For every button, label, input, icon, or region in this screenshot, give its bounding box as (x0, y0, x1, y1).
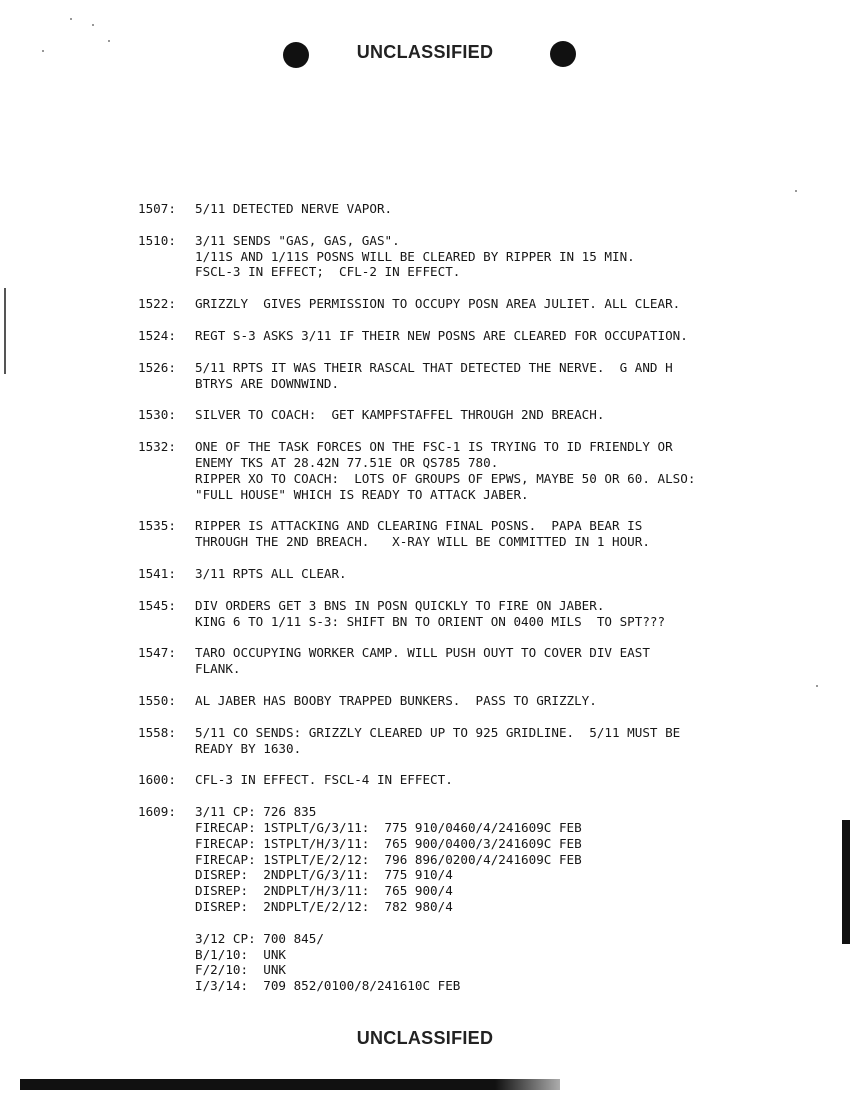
log-entry (138, 772, 838, 788)
log-line: 3/11 CP: 726 835 (195, 804, 317, 820)
scan-speck (70, 18, 72, 20)
log-line: ENEMY TKS AT 28.42N 77.51E OR QS785 780. (195, 454, 499, 470)
log-entry-time: 1510: (138, 232, 176, 248)
log-line: TARO OCCUPYING WORKER CAMP. WILL PUSH OUYT TO COVER DIV EAST (195, 645, 650, 661)
log-entry (138, 360, 838, 392)
log-line: 3/12 CP: 700 845/ (195, 930, 324, 946)
scan-edge-bottom (20, 1079, 560, 1090)
classification-dot-right (550, 41, 576, 67)
log-entry (138, 598, 838, 630)
log-line: 3/11 SENDS "GAS, GAS, GAS". (195, 232, 400, 248)
log-entry-time: 1530: (138, 407, 176, 423)
classification-marking-top: UNCLASSIFIED (356, 42, 494, 62)
log-line: DIV ORDERS GET 3 BNS IN POSN QUICKLY TO FIRE ON JABER. (195, 597, 605, 613)
log-entry (138, 328, 838, 344)
log-entry (138, 804, 838, 994)
scan-speck (108, 40, 110, 42)
log-entry (138, 645, 838, 677)
log-entry-time: 1524: (138, 327, 176, 343)
log-line: ONE OF THE TASK FORCES ON THE FSC-1 IS TRYING TO ID FRIENDLY OR (195, 439, 673, 455)
log-line: 5/11 DETECTED NERVE VAPOR. (195, 201, 393, 216)
classification-marking-bottom: UNCLASSIFIED (356, 1028, 494, 1048)
log-entry-time: 1532: (138, 439, 176, 455)
scan-speck (816, 685, 818, 687)
log-line: 3/11 RPTS ALL CLEAR. (195, 565, 347, 581)
log-entry-text (195, 566, 838, 582)
log-line: CFL-3 IN EFFECT. FSCL-4 IN EFFECT. (195, 772, 453, 788)
log-entry (138, 725, 838, 757)
log-line: SILVER TO COACH: GET KAMPFSTAFFEL THROUGH 2ND BREACH. (195, 407, 605, 423)
log-entry-time: 1522: (138, 296, 176, 312)
log-entry-text (195, 598, 838, 630)
log-line: RIPPER XO TO COACH: LOTS OF GROUPS OF EPWS, MAYBE 50 OR 60. ALSO: (195, 470, 696, 486)
log-entry (138, 233, 838, 280)
scan-speck (92, 24, 94, 26)
log-entry-time: 1541: (138, 565, 176, 581)
log-entry-text (195, 439, 838, 502)
log-entry-time: 1558: (138, 724, 176, 740)
log-entry (138, 201, 838, 217)
log-entry-time: 1600: (138, 772, 176, 788)
log-line: DISREP: 2NDPLT/E/2/12: 782 980/4 (195, 898, 453, 914)
log-entry-text (195, 772, 838, 788)
log-entry (138, 407, 838, 423)
log-entry-time: 1550: (138, 692, 176, 708)
log-line: AL JABER HAS BOOBY TRAPPED BUNKERS. PASS TO GRIZZLY. (195, 692, 597, 708)
log-line: FIRECAP: 1STPLT/G/3/11: 775 910/0460/4/241609C FEB (195, 819, 582, 835)
log-line: B/1/10: UNK (195, 946, 286, 962)
event-log (138, 201, 838, 994)
log-entry-text (195, 693, 838, 709)
log-entry (138, 439, 838, 502)
scan-edge-right (842, 820, 850, 944)
scan-speck (795, 190, 797, 192)
log-line: REGT S-3 ASKS 3/11 IF THEIR NEW POSNS ARE CLEARED FOR OCCUPATION. (195, 327, 688, 343)
log-line: RIPPER IS ATTACKING AND CLEARING FINAL POSNS. PAPA BEAR IS (195, 518, 643, 534)
log-line: FIRECAP: 1STPLT/E/2/12: 796 896/0200/4/241609C FEB (195, 851, 582, 867)
log-entry-text (195, 518, 838, 550)
log-entry (138, 566, 838, 582)
log-entry-text (195, 645, 838, 677)
log-line: "FULL HOUSE" WHICH IS READY TO ATTACK JABER. (195, 486, 529, 502)
log-line: GRIZZLY GIVES PERMISSION TO OCCUPY POSN AREA JULIET. ALL CLEAR. (195, 296, 681, 312)
log-line: DISREP: 2NDPLT/G/3/11: 775 910/4 (195, 867, 453, 883)
log-entry-text (195, 201, 838, 217)
log-entry-time: 1545: (138, 597, 176, 613)
log-line: 5/11 CO SENDS: GRIZZLY CLEARED UP TO 925 GRIDLINE. 5/11 MUST BE (195, 724, 681, 740)
log-entry-text (195, 328, 838, 344)
log-entry (138, 296, 838, 312)
log-entry-text (195, 360, 838, 392)
log-line: FSCL-3 IN EFFECT; CFL-2 IN EFFECT. (195, 264, 461, 280)
log-line: BTRYS ARE DOWNWIND. (195, 375, 340, 391)
scan-speck (42, 50, 44, 52)
log-entry-text (195, 725, 838, 757)
log-line: DISREP: 2NDPLT/H/3/11: 765 900/4 (195, 883, 453, 899)
log-entry-time: 1609: (138, 804, 176, 820)
log-line: FLANK. (195, 661, 241, 677)
log-entry-time: 1526: (138, 359, 176, 375)
log-line: 1/11S AND 1/11S POSNS WILL BE CLEARED BY RIPPER IN 15 MIN. (195, 248, 635, 264)
log-line: I/3/14: 709 852/0100/8/241610C FEB (195, 978, 461, 994)
log-line: F/2/10: UNK (195, 962, 286, 978)
log-entry (138, 693, 838, 709)
log-entry-time: 1507: (138, 201, 176, 216)
log-line-gap (195, 915, 838, 931)
log-entry-text (195, 233, 838, 280)
log-line: FIRECAP: 1STPLT/H/3/11: 765 900/0400/3/241609C FEB (195, 835, 582, 851)
log-entry-text (195, 296, 838, 312)
log-line: KING 6 TO 1/11 S-3: SHIFT BN TO ORIENT ON 0400 MILS TO SPT??? (195, 613, 666, 629)
log-line: READY BY 1630. (195, 740, 302, 756)
log-entry-time: 1535: (138, 518, 176, 534)
log-line: 5/11 RPTS IT WAS THEIR RASCAL THAT DETECTED THE NERVE. G AND H (195, 359, 673, 375)
scan-edge-left (4, 288, 6, 374)
log-entry-time: 1547: (138, 645, 176, 661)
log-line: THROUGH THE 2ND BREACH. X-RAY WILL BE COMMITTED IN 1 HOUR. (195, 534, 650, 550)
log-entry-text (195, 804, 838, 994)
log-entry-text (195, 407, 838, 423)
log-entry (138, 518, 838, 550)
